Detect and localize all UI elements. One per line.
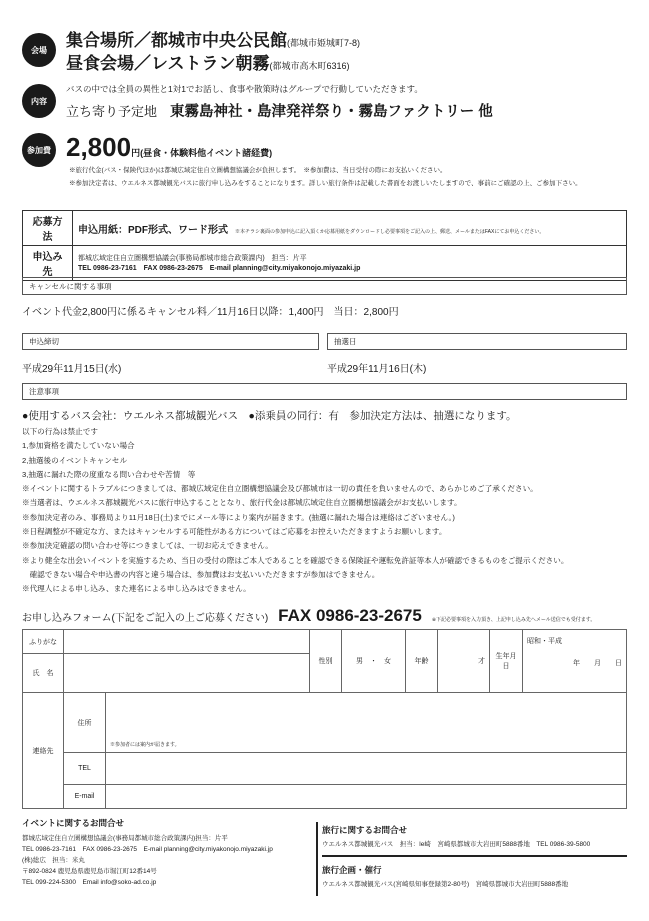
notes-bullet: ●使用するバス会社：ウエルネス都城観光バス ●添乗員の同行：有 参加決定方法は、抽選になります。 xyxy=(22,410,517,422)
furigana-label: ふりがな xyxy=(23,630,64,654)
deadline-date: 平成29年11月15日(水) xyxy=(22,364,122,375)
note-item: ※当選者は、ウエルネス都城観光バスに旅行申込することとなり、旅行代金は都城広域定住自立圏構想協議会がお支払いします。 xyxy=(22,498,462,508)
form-title-row xyxy=(22,606,595,626)
event-line: (株)総広 担当：米丸 xyxy=(22,857,85,864)
travel-organizer xyxy=(322,864,568,890)
cancel-text: イベント代金2,800円に係るキャンセル料／11月16日以降：1,400円 当日：2,800円 xyxy=(22,307,399,318)
email-field[interactable] xyxy=(106,785,627,809)
age-field[interactable]: 才 xyxy=(438,630,490,693)
name-label: 氏 名 xyxy=(23,654,64,693)
method: 申込用紙：PDF形式、ワード形式 xyxy=(78,224,228,236)
address-label: 住所 xyxy=(64,693,106,753)
note-item: ※参加決定確認の問い合わせ等につきましては、一切お応えできません。 xyxy=(22,541,273,551)
email-label: E-mail xyxy=(64,785,106,809)
contact-label: 連絡先 xyxy=(23,693,64,809)
tel-label: TEL xyxy=(64,753,106,785)
form-title: お申し込みフォーム(下記をご記入の上ご応募ください) xyxy=(22,613,269,624)
era-options: 昭和・平成 xyxy=(527,638,562,645)
footer-rule xyxy=(322,855,627,857)
event-line: TEL 0986-23-7161 FAX 0986-23-2675 E-mail planning@city.miyakonojo.miyazaki.jp xyxy=(22,846,273,853)
note-item: 以下の行為は禁止です xyxy=(22,427,98,436)
venue-badge: 会場 xyxy=(22,33,56,67)
stops: 立ち寄り予定地 東霧島神社・島津発祥祭り・霧島ファクトリー 他 xyxy=(66,104,493,120)
ymd: 年 月 日 xyxy=(573,660,622,667)
birth-field[interactable] xyxy=(523,630,627,693)
furigana-field[interactable] xyxy=(64,630,310,654)
event-inquiry xyxy=(22,817,273,888)
age-label: 年齢 xyxy=(406,630,438,693)
fee-note-2: ※参加決定者は、ウエルネス都城観光バスに旅行申し込みをすることになります。詳しい旅行条件は記載した書面をお渡しいたしますので、事前にご確認の上、ご参加下さい。 xyxy=(69,180,582,187)
birth-label: 生年月日 xyxy=(490,630,523,693)
deadline-header: 申込締切 xyxy=(22,333,319,350)
content-badge: 内容 xyxy=(22,84,56,118)
tel-field[interactable] xyxy=(106,753,627,785)
name-field[interactable] xyxy=(64,654,310,693)
content-description: バスの中では全員の異性と1対1でお話し、食事や散策時はグループで行動していただきます。 xyxy=(66,84,423,94)
meeting-place: 集合場所／都城市中央公民館(都城市姫城町7-8) xyxy=(66,31,361,50)
note-item: ※代理人による申し込み、また連名による申し込みはできません。 xyxy=(22,584,251,594)
travel-inquiry xyxy=(322,824,590,850)
note-item: 3,抽選に漏れた際の度重なる問い合わせや苦情 等 xyxy=(22,469,196,479)
note-item: ※イベントに関するトラブルにつきましては、都城広域定住自立圏構想協議会及び都城市は一切の責任を負いませんので、あらかじめご了承ください。 xyxy=(22,484,538,494)
event-line: 〒892-0824 鹿児島県鹿児島市堀江町12番14号 xyxy=(22,868,157,875)
event-line: 都城広域定住自立圏構想協議会(事務局都城市総合政策課内)担当：片平 xyxy=(22,835,228,842)
note-item: 1,参加資格を満たしていない場合 xyxy=(22,441,135,451)
application-form xyxy=(22,629,627,809)
note-item: ※参加決定者のみ、事務局より11月18日(土)までにメール等により案内が届きます。(抽選に漏れた場合は連絡はございません。) xyxy=(22,512,455,522)
application-table xyxy=(22,210,627,281)
form-fax-note: ※下記必要事項を入力頂き、上記申し込み先へメール送信でも受付ます。 xyxy=(431,617,596,623)
gender-options[interactable]: 男 ・ 女 xyxy=(342,630,406,693)
address-field[interactable]: ※参加者には案内が届きます。 xyxy=(106,693,627,753)
lunch-place: 昼食会場／レストラン朝霧(都城市高木町6316) xyxy=(66,54,350,73)
travel-line: ウエルネス都城観光バス 担当：le崎 宮崎県都城市大岩田町5888番地 TEL 0986-39-5800 xyxy=(322,841,591,848)
footer-divider xyxy=(316,822,318,896)
form-fax: FAX 0986-23-2675 xyxy=(278,606,422,625)
gender-label: 性別 xyxy=(310,630,342,693)
note-item: 2,抽選後のイベントキャンセル xyxy=(22,455,128,465)
method-note: ※本チラシ裏面の参加申込に記入頂くか応募用紙をダウンロードし必要事項をご記入の上、郵送、メールまたはFAXにてお申込ください。 xyxy=(235,228,545,235)
method-label: 応募方法 xyxy=(23,211,73,246)
lottery-header: 抽選日 xyxy=(327,333,627,350)
fee-badge: 参加費 xyxy=(22,133,56,167)
organizer-line: ウエルネス都城観光バス(宮崎県知事登録第2-80号) 宮崎県都城市大岩田町5888番地 xyxy=(322,881,569,888)
note-item: ※日程調整が不確定な方、またはキャンセルする可能性がある方についてはご応募をお控えいただきますようお願いします。 xyxy=(22,527,447,537)
travel-inquiry-title: 旅行に関するお問合せ xyxy=(322,825,408,835)
to-org: 都城広域定住自立圏構想協議会(事務局都城市総合政策課内) 担当：片平 xyxy=(78,255,307,262)
to-contact: TEL 0986-23-7161 FAX 0986-23-2675 E-mail planning@city.miyakonojo.miyazaki.jp xyxy=(78,265,361,272)
event-inquiry-title: イベントに関するお問合せ xyxy=(22,818,125,828)
to-label: 申込み先 xyxy=(23,246,73,281)
cancel-header: キャンセルに関する事項 xyxy=(22,277,627,295)
organizer-title: 旅行企画・催行 xyxy=(322,865,382,875)
notes-header: 注意事項 xyxy=(22,383,627,400)
fee-amount: 2,800円(昼食・体験料他イベント諸経費) xyxy=(66,132,273,162)
lottery-date: 平成29年11月16日(木) xyxy=(327,364,427,375)
notes-list xyxy=(22,425,568,597)
note-item: ※より健全な出会いイベントを実施するため、当日の受付の際はご本人であることを確認できる保険証や運転免許証等本人が確認できるものをご提示ください。 xyxy=(22,555,569,565)
event-line: TEL 099-224-5300 Email info@soko-ad.co.jp xyxy=(22,879,157,886)
fee-note-1: ※旅行代金(バス・保険代ほか)は都城広域定住自立圏構想協議会が負担します。 ※参加費は、当日受付の際にお支払いください。 xyxy=(69,167,447,174)
note-item: 確認できない場合や申込書の内容と違う場合は、参加費はお支払いいただきますが参加はできません。 xyxy=(22,569,380,579)
